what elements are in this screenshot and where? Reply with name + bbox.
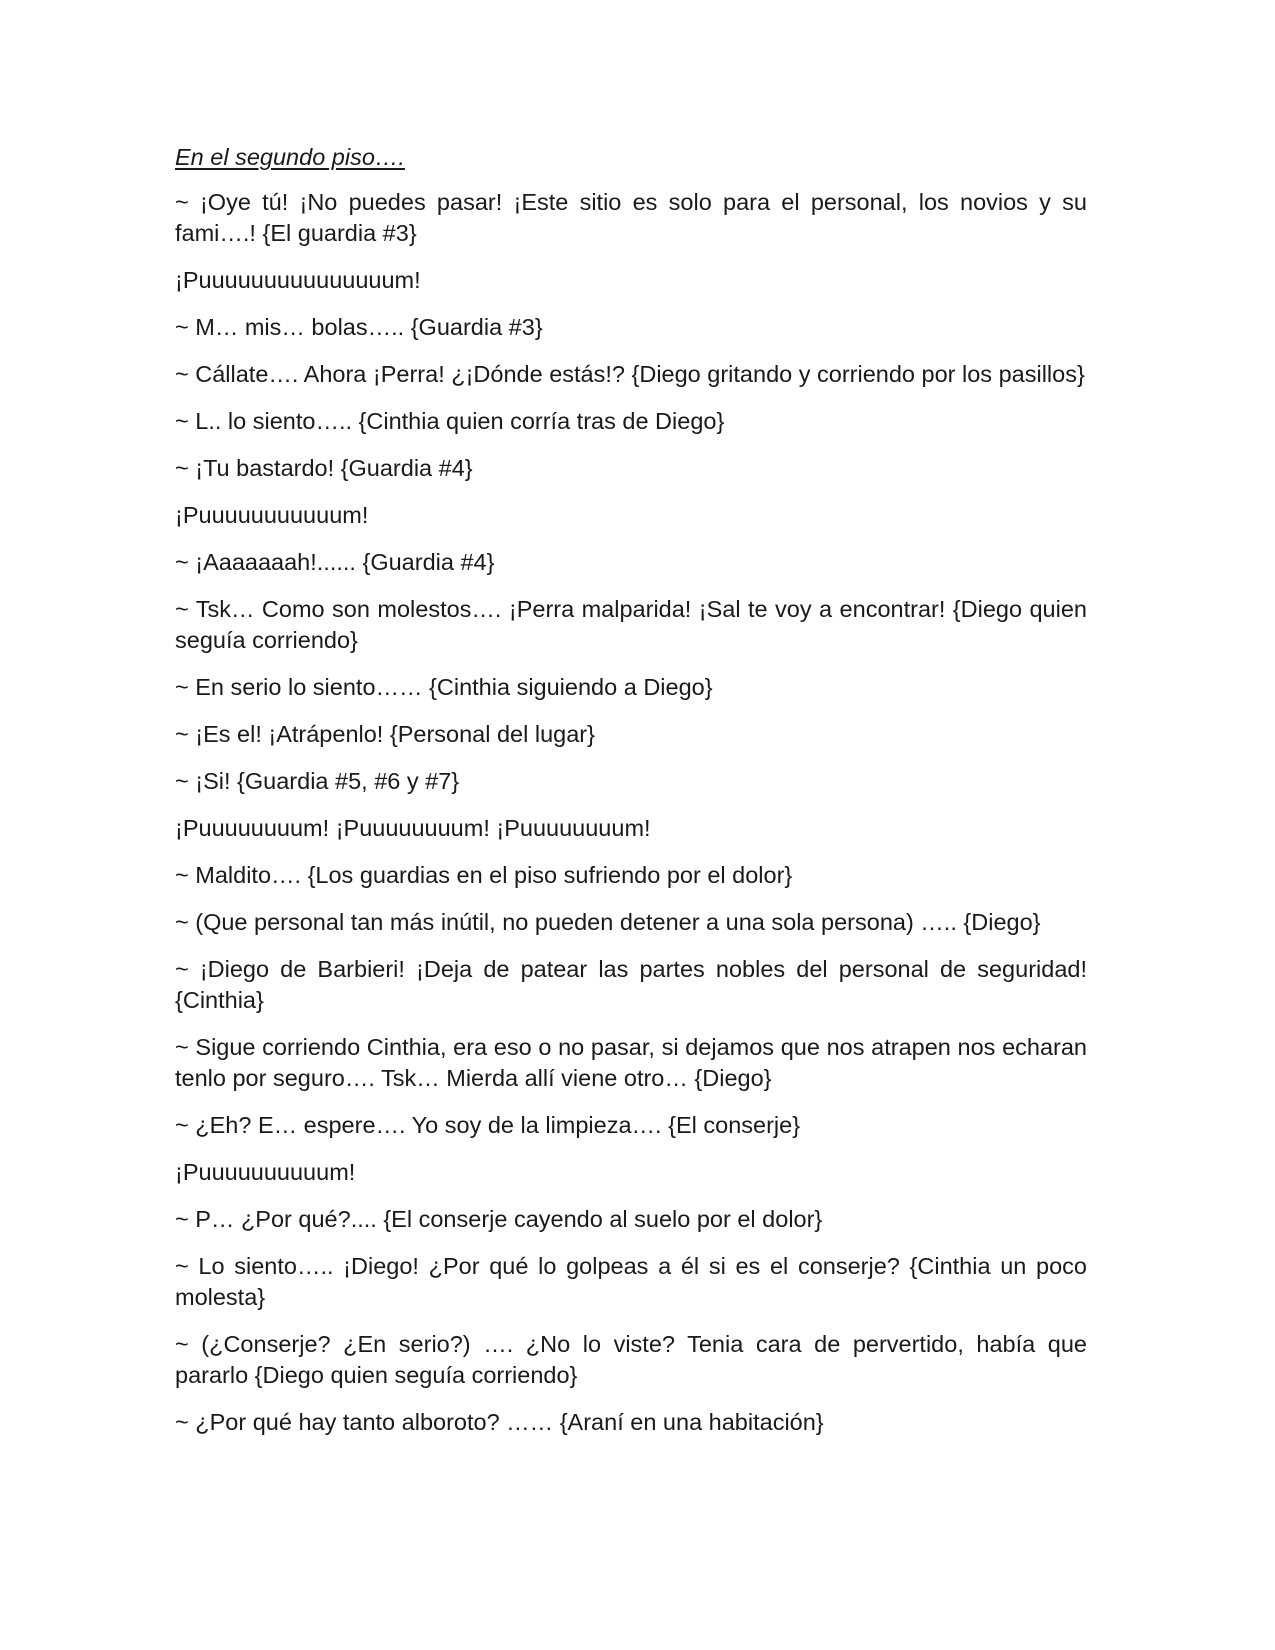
paragraph: ~ L.. lo siento….. {Cinthia quien corría tras de Diego}	[175, 408, 725, 434]
paragraph: ~ ¿Eh? E… espere…. Yo soy de la limpieza…. {El conserje}	[175, 1112, 801, 1138]
document-page	[175, 142, 1087, 1454]
paragraph: ~ ¡Tu bastardo! {Guardia #4}	[175, 455, 473, 481]
paragraph: ~ ¿Por qué hay tanto alboroto? …… {Araní en una habitación}	[175, 1409, 824, 1435]
paragraph: ¡Puuuuuuuuuuuuuuum!	[175, 267, 421, 293]
paragraph: ~ Lo siento….. ¡Diego! ¿Por qué lo golpeas a él si es el conserje? {Cinthia un poco molesta}	[175, 1253, 1087, 1310]
paragraph: ~ Tsk… Como son molestos…. ¡Perra malparida! ¡Sal te voy a encontrar! {Diego quien seguía corriendo}	[175, 596, 1087, 653]
paragraph: ~ M… mis… bolas….. {Guardia #3}	[175, 314, 543, 340]
paragraph: ~ ¡Oye tú! ¡No puedes pasar! ¡Este sitio es solo para el personal, los novios y su fami….! {El guardia #3}	[175, 189, 1087, 246]
paragraph: ~ ¡Si! {Guardia #5, #6 y #7}	[175, 768, 460, 794]
paragraph: ¡Puuuuuuuum! ¡Puuuuuuuum! ¡Puuuuuuuum!	[175, 815, 651, 841]
paragraph: ~ Cállate…. Ahora ¡Perra! ¿¡Dónde estás!? {Diego gritando y corriendo por los pasillos}	[175, 361, 1085, 387]
paragraph: ~ P… ¿Por qué?.... {El conserje cayendo al suelo por el dolor}	[175, 1206, 823, 1232]
paragraph: ~ ¡Diego de Barbieri! ¡Deja de patear las partes nobles del personal de seguridad! {Cinthia}	[175, 956, 1087, 1013]
paragraph: ~ Maldito…. {Los guardias en el piso sufriendo por el dolor}	[175, 862, 793, 888]
paragraph: ¡Puuuuuuuuuuum!	[175, 502, 369, 528]
paragraph: ~ (Que personal tan más inútil, no pueden detener a una sola persona) ….. {Diego}	[175, 909, 1041, 935]
paragraph: ~ ¡Aaaaaaah!...... {Guardia #4}	[175, 549, 495, 575]
paragraph: ~ (¿Conserje? ¿En serio?) …. ¿No lo viste? Tenia cara de pervertido, había que pararlo {Diego quien seguía corriendo}	[175, 1331, 1087, 1388]
section-heading: En el segundo piso….	[175, 144, 405, 170]
paragraph: ~ ¡Es el! ¡Atrápenlo! {Personal del lugar}	[175, 721, 595, 747]
paragraph: ~ En serio lo siento…… {Cinthia siguiendo a Diego}	[175, 674, 713, 700]
paragraph: ~ Sigue corriendo Cinthia, era eso o no pasar, si dejamos que nos atrapen nos echaran tenlo por seguro…. Tsk… Mierda allí viene otro… {Diego}	[175, 1034, 1087, 1091]
paragraph: ¡Puuuuuuuuuum!	[175, 1159, 356, 1185]
